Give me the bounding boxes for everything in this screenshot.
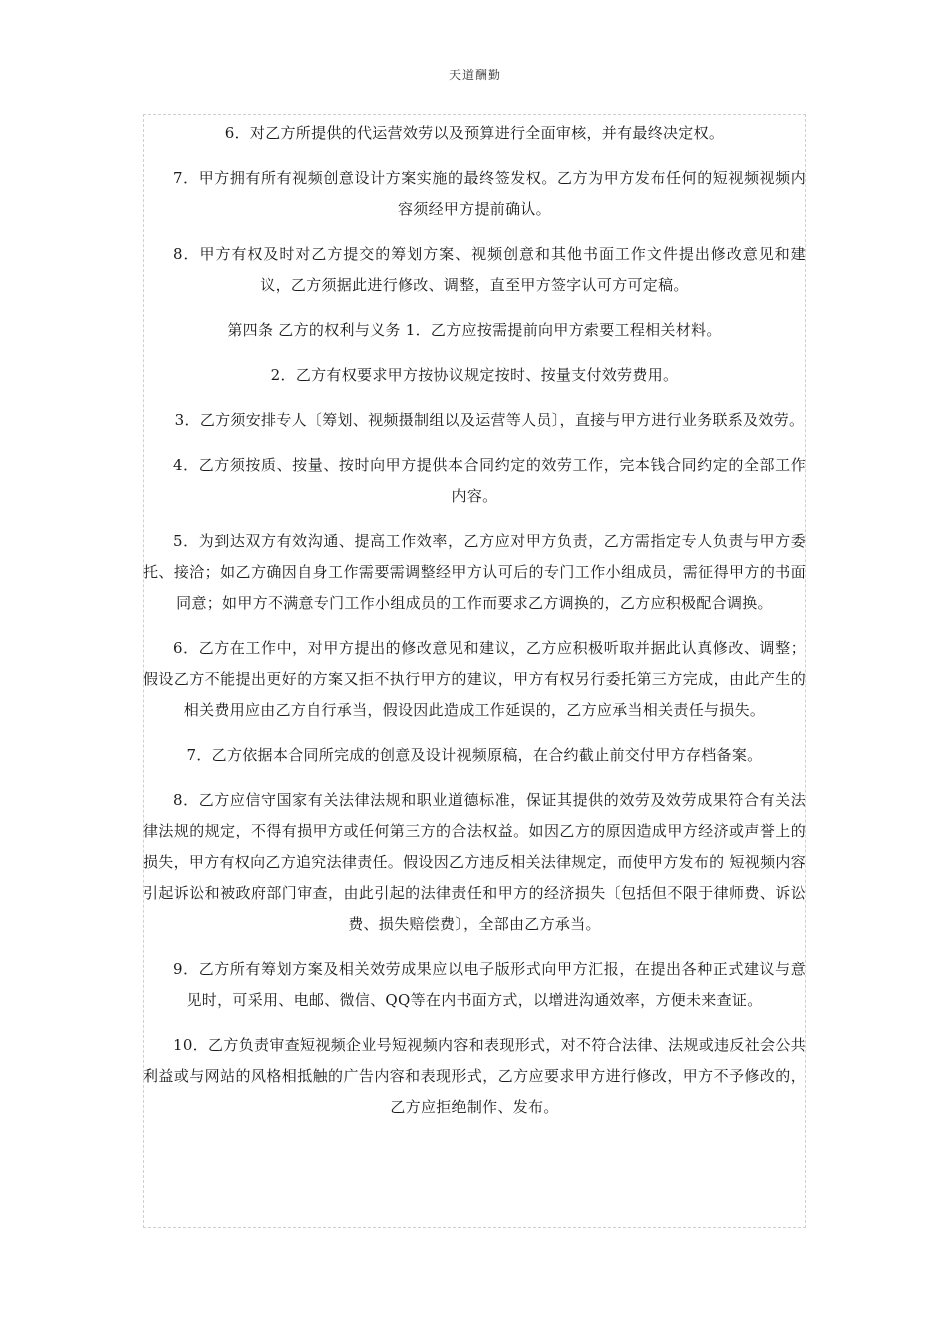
- page-header: 天道酬勤: [448, 68, 501, 82]
- clause-paragraph: 5．为到达双方有效沟通、提高工作效率，乙方应对甲方负责，乙方需指定专人负责与甲方委托、接洽；如乙方确因自身工作需要需调整经甲方认可后的专门工作小组成员，需征得甲方的书面同意；如甲方不满意专门工作小组成员的工作而要求乙方调换的，乙方应积极配合调换。: [143, 532, 806, 612]
- document-body: [143, 114, 806, 1137]
- clause-paragraph: 9．乙方所有筹划方案及相关效劳成果应以电子版形式向甲方汇报，在提出各种正式建议与意见时，可采用、电邮、微信、QQ等在内书面方式，以增进沟通效率，方便未来查证。: [173, 960, 806, 1009]
- clause-paragraph: 8．乙方应信守国家有关法律法规和职业道德标准，保证其提供的效劳及效劳成果符合有关法律法规的规定，不得有损甲方或任何第三方的合法权益。如因乙方的原因造成甲方经济或声誉上的损失，甲方有权向乙方追究法律责任。假设因乙方违反相关法律规定，而使甲方发布的 短视频内容引起诉讼和被政府部门审查，由此引起的法律责任和甲方的经济损失〔包括但不限于律师费、诉讼费、损失赔偿费〕，全部由乙方承当。: [143, 791, 806, 933]
- clause-paragraph: 6．对乙方所提供的代运营效劳以及预算进行全面审核，并有最终决定权。: [224, 124, 725, 142]
- clause-paragraph: 10．乙方负责审查短视频企业号短视频内容和表现形式，对不符合法律、法规或违反社会公共利益或与网站的风格相抵触的广告内容和表现形式，乙方应要求甲方进行修改，甲方不予修改的，乙方应拒绝制作、发布。: [143, 1036, 806, 1116]
- clause-paragraph: 6．乙方在工作中，对甲方提出的修改意见和建议，乙方应积极听取并据此认真修改、调整；假设乙方不能提出更好的方案又拒不执行甲方的建议，甲方有权另行委托第三方完成，由此产生的相关费用应由乙方自行承当，假设因此造成工作延误的，乙方应承当相关责任与损失。: [143, 639, 806, 719]
- clause-paragraph: 2．乙方有权要求甲方按协议规定按时、按量支付效劳费用。: [270, 366, 679, 384]
- clause-paragraph: 4．乙方须按质、按量、按时向甲方提供本合同约定的效劳工作，完本钱合同约定的全部工作内容。: [173, 456, 806, 505]
- clause-paragraph: 3．乙方须安排专人〔筹划、视频摄制组以及运营等人员〕，直接与甲方进行业务联系及效劳。: [174, 411, 805, 429]
- section-heading-paragraph: 第四条 乙方的权利与义务 1．乙方应按需提前向甲方索要工程相关材料。: [227, 321, 722, 339]
- clause-paragraph: 7．乙方依据本合同所完成的创意及设计视频原稿，在合约截止前交付甲方存档备案。: [186, 746, 763, 764]
- clause-paragraph: 7．甲方拥有所有视频创意设计方案实施的最终签发权。乙方为甲方发布任何的短视频视频内容须经甲方提前确认。: [173, 169, 806, 218]
- clause-paragraph: 8．甲方有权及时对乙方提交的筹划方案、视频创意和其他书面工作文件提出修改意见和建议，乙方须据此进行修改、调整，直至甲方签字认可方可定稿。: [173, 245, 806, 294]
